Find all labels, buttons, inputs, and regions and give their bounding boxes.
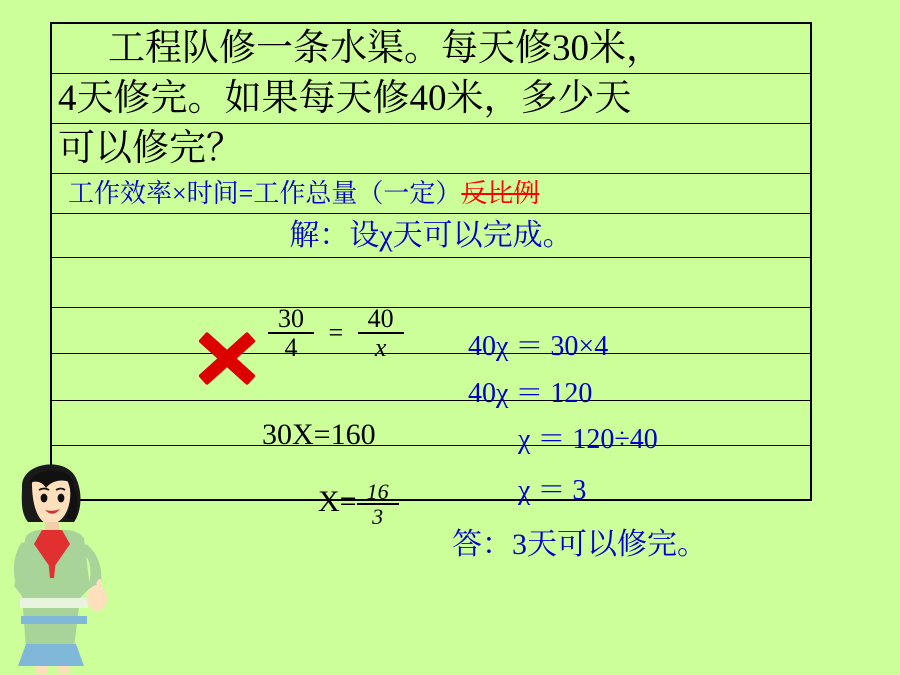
- work-row-2: [52, 308, 810, 354]
- wrong-result-denominator: 3: [372, 504, 384, 530]
- red-cross-icon: [196, 330, 258, 386]
- fraction-right-denominator: x: [374, 333, 387, 363]
- problem-line-1: 工程队修一条水渠。每天修30米，: [52, 24, 810, 74]
- solution-step-1: 40χ ＝ 30×4: [468, 331, 609, 362]
- proportion-equals: =: [328, 318, 344, 348]
- solution-step-2: 40χ ＝ 120: [468, 378, 593, 409]
- work-row-5: [52, 446, 810, 499]
- problem-line-3: 可以修完？: [52, 124, 810, 174]
- fraction-right-numerator: 40: [358, 305, 404, 334]
- wrong-result: [318, 480, 399, 528]
- wrong-result-fraction: [357, 480, 399, 528]
- relation-row: [52, 174, 810, 214]
- wrong-cross-product: 30X=160: [262, 418, 376, 451]
- fraction-right: [358, 305, 404, 362]
- relation-label: 反比例: [461, 179, 540, 208]
- fraction-left-numerator: 30: [268, 305, 314, 334]
- problem-line-2: 4天修完。如果每天修40米，多少天: [52, 74, 810, 124]
- work-row-3: [52, 354, 810, 401]
- solution-answer: 答：3天可以修完。: [452, 528, 707, 561]
- solution-step-4: χ ＝ 3: [518, 475, 587, 506]
- relation-text: 工作效率×时间=工作总量（一定）: [68, 179, 462, 208]
- wrong-result-prefix: X=: [318, 484, 357, 518]
- solution-step-3: χ ＝ 120÷40: [518, 424, 658, 455]
- work-row-4: [52, 401, 810, 446]
- setup-row: 解：设χ天可以完成。: [52, 214, 810, 258]
- cartoon-girl-illustration: [4, 448, 122, 673]
- fraction-left-denominator: 4: [284, 333, 298, 363]
- wrong-proportion: [268, 305, 404, 362]
- work-row-1: [52, 258, 810, 308]
- problem-board: [50, 22, 812, 501]
- wrong-result-numerator: 16: [357, 480, 399, 505]
- fraction-left: [268, 305, 314, 362]
